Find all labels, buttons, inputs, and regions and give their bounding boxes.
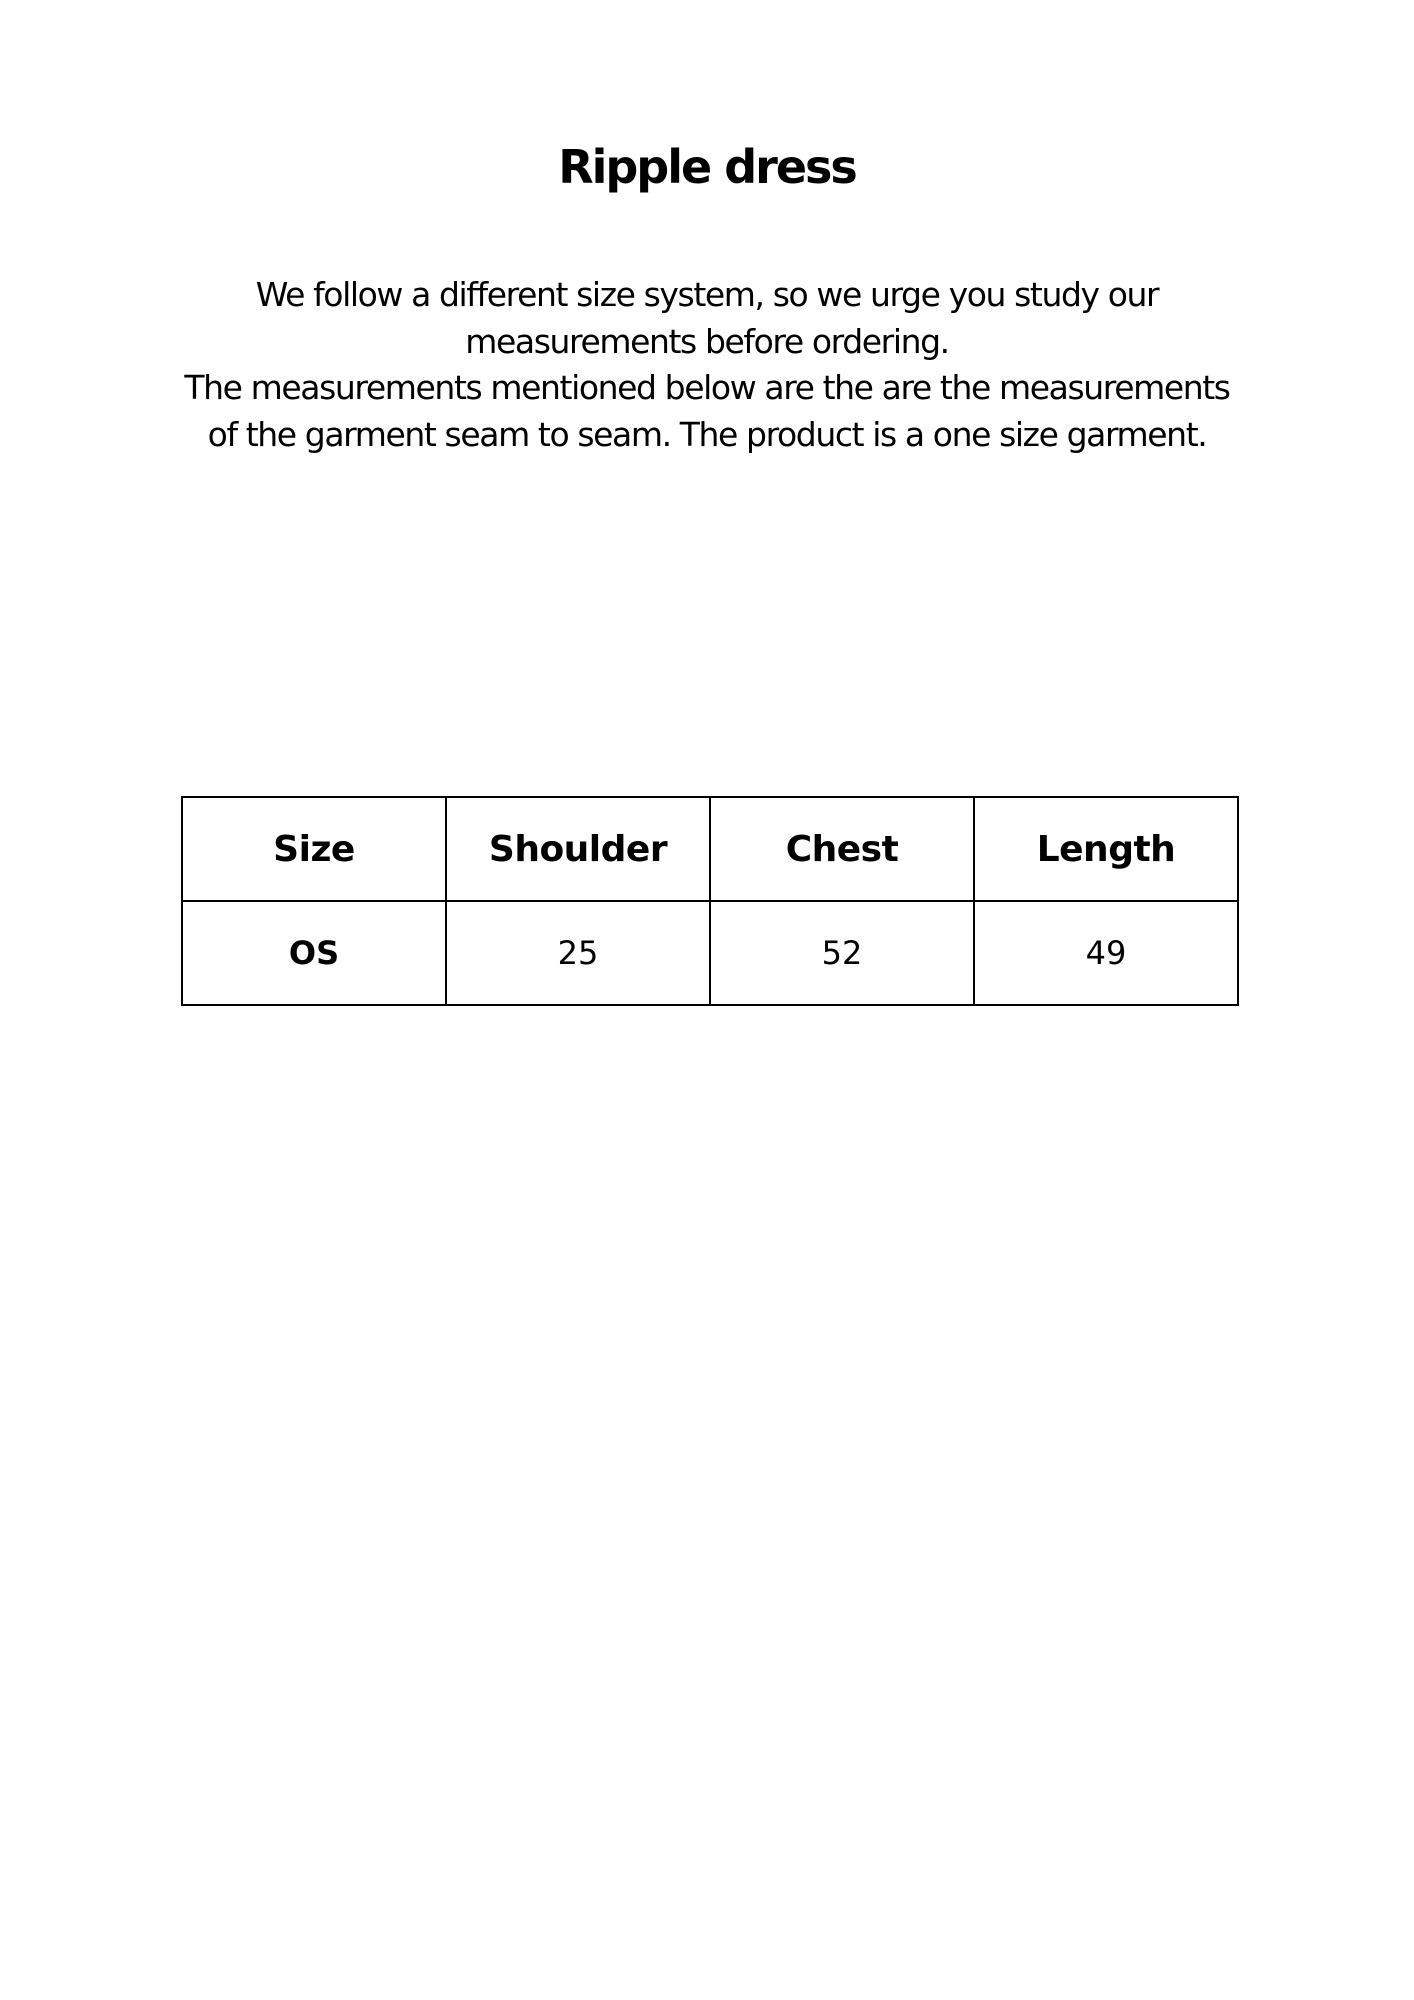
size-chart-table	[181, 796, 1239, 1006]
intro-line: of the garment seam to seam. The product is a one size garment.	[207, 414, 1207, 454]
table-header-row	[182, 797, 1238, 901]
column-header-length: Length	[974, 797, 1238, 901]
cell-size: OS	[182, 901, 446, 1005]
column-header-size: Size	[182, 797, 446, 901]
page-title: Ripple dress	[558, 140, 856, 194]
cell-chest: 52	[710, 901, 974, 1005]
intro-line: measurements before ordering.	[465, 321, 949, 361]
column-header-shoulder: Shoulder	[446, 797, 710, 901]
intro-line: The measurements mentioned below are the are the measurements	[184, 368, 1230, 407]
table-row	[182, 901, 1238, 1005]
cell-length: 49	[974, 901, 1238, 1005]
column-header-chest: Chest	[710, 797, 974, 901]
intro-line: We follow a different size system, so we urge you study our	[255, 275, 1159, 314]
cell-shoulder: 25	[446, 901, 710, 1005]
intro-text	[150, 272, 1264, 458]
